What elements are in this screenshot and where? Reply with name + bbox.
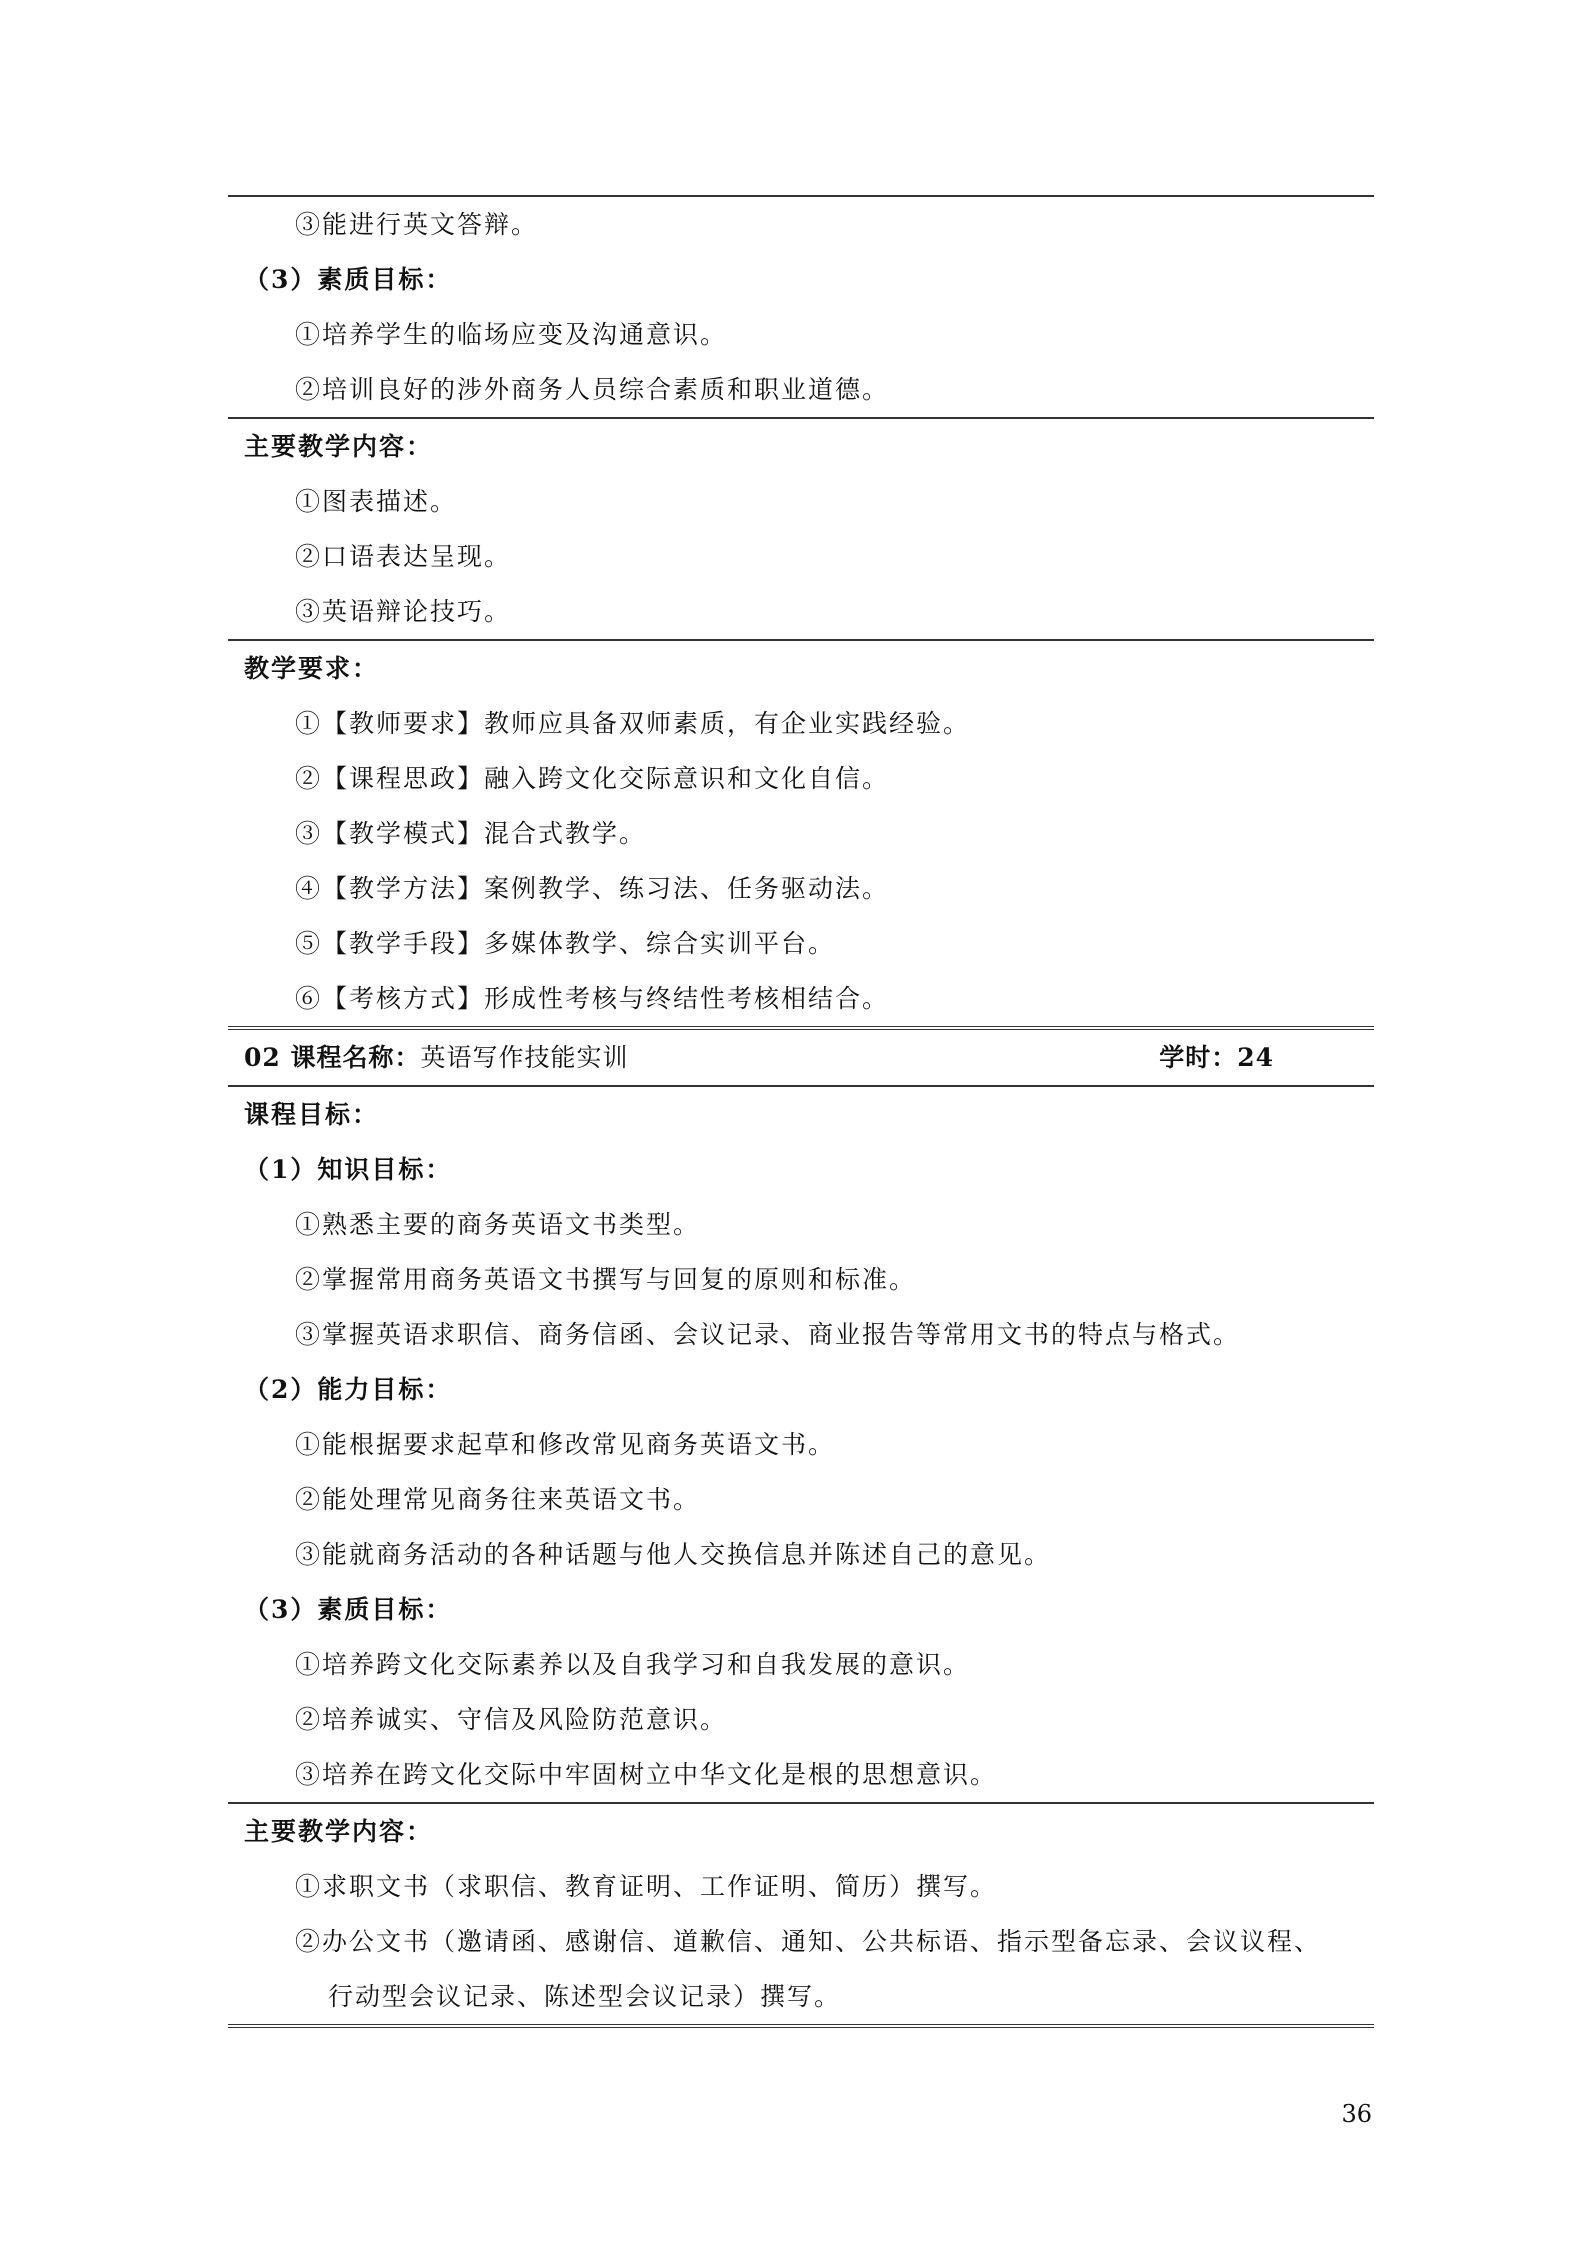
- course-title-row: [228, 1030, 1374, 1085]
- requirement-item: ⑤【教学手段】多媒体教学、综合实训平台。: [295, 929, 836, 958]
- requirement-item: ③【教学模式】混合式教学。: [295, 819, 647, 848]
- course-title: [228, 1030, 629, 1085]
- requirement-item: ④【教学方法】案例教学、练习法、任务驱动法。: [295, 874, 890, 903]
- requirement-item: ②【课程思政】融入跨文化交际意识和文化自信。: [295, 764, 890, 793]
- quality-item: ②培训良好的涉外商务人员综合素质和职业道德。: [295, 375, 890, 404]
- content-item: ①图表描述。: [295, 487, 458, 516]
- ability-item: ①能根据要求起草和修改常见商务英语文书。: [295, 1430, 836, 1459]
- quality-heading: （3）素质目标：: [244, 265, 453, 294]
- page-number: 36: [1341, 2100, 1372, 2128]
- table-bottom-rule: [228, 2024, 1374, 2028]
- quality-item: ①培养学生的临场应变及沟通意识。: [295, 320, 728, 349]
- content-heading: 主要教学内容：: [244, 432, 434, 461]
- ability-item: ③能进行英文答辩。: [295, 210, 539, 239]
- requirements-heading: 教学要求：: [244, 654, 380, 683]
- course-name: 英语写作技能实训: [420, 1043, 629, 1072]
- ability-item: ②能处理常见商务往来英语文书。: [295, 1485, 701, 1514]
- course-hours: 学时：24: [1159, 1043, 1274, 1072]
- quality-item: ①培养跨文化交际素养以及自我学习和自我发展的意识。: [295, 1650, 971, 1679]
- requirement-item: ①【教师要求】教师应具备双师素质，有企业实践经验。: [295, 709, 971, 738]
- content-item: ①求职文书（求职信、教育证明、工作证明、简历）撰写。: [295, 1872, 998, 1901]
- goal-heading: 课程目标：: [244, 1100, 380, 1129]
- knowledge-item: ③掌握英语求职信、商务信函、会议记录、商业报告等常用文书的特点与格式。: [295, 1320, 1241, 1349]
- course-label: 02 课程名称：: [244, 1043, 421, 1072]
- knowledge-heading: （1）知识目标：: [244, 1155, 453, 1184]
- quality-item: ②培养诚实、守信及风险防范意识。: [295, 1705, 728, 1734]
- ability-item: ③能就商务活动的各种话题与他人交换信息并陈述自己的意见。: [295, 1540, 1052, 1569]
- content-item: ②口语表达呈现。: [295, 542, 512, 571]
- quality-heading: （3）素质目标：: [244, 1595, 453, 1624]
- quality-item: ③培养在跨文化交际中牢固树立中华文化是根的思想意识。: [295, 1760, 998, 1789]
- content-item: ②办公文书（邀请函、感谢信、道歉信、通知、公共标语、指示型备忘录、会议议程、: [295, 1927, 1322, 1956]
- knowledge-item: ②掌握常用商务英语文书撰写与回复的原则和标准。: [295, 1265, 917, 1294]
- content-item-continuation: 行动型会议记录、陈述型会议记录）撰写。: [328, 1982, 842, 2011]
- content-item: ③英语辩论技巧。: [295, 597, 512, 626]
- knowledge-item: ①熟悉主要的商务英语文书类型。: [295, 1210, 701, 1239]
- ability-heading: （2）能力目标：: [244, 1375, 453, 1404]
- document-body: [228, 195, 1374, 2028]
- content-heading: 主要教学内容：: [244, 1817, 434, 1846]
- requirement-item: ⑥【考核方式】形成性考核与终结性考核相结合。: [295, 984, 890, 1013]
